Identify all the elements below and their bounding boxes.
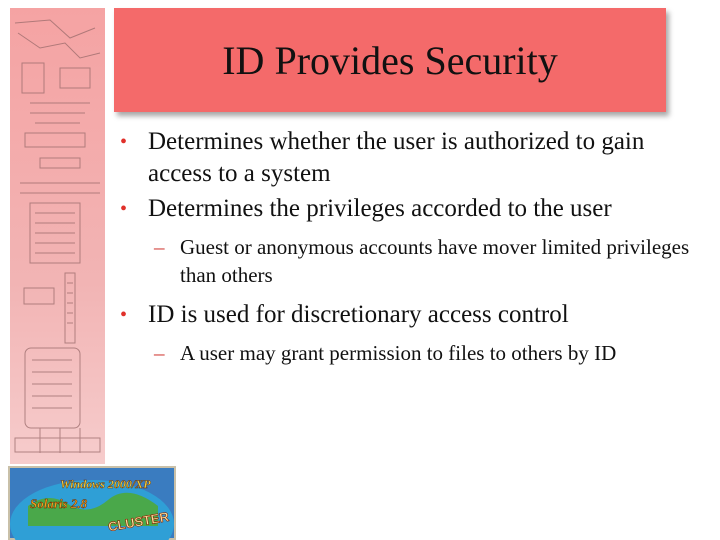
bullet-item bbox=[118, 299, 698, 331]
bullet-dot-icon: • bbox=[120, 131, 128, 153]
decorative-sidebar bbox=[10, 8, 105, 464]
bullet-dot-icon: • bbox=[120, 304, 128, 326]
bullet-text: Determines whether the user is authorized to gain access to a system bbox=[148, 128, 645, 187]
bullet-dash-icon: – bbox=[154, 235, 165, 259]
bullet-item bbox=[118, 193, 698, 225]
bullet-text: ID is used for discretionary access control bbox=[148, 301, 569, 328]
slide-title: ID Provides Security bbox=[222, 37, 558, 83]
bullet-item bbox=[118, 126, 698, 190]
sub-bullet-text: Guest or anonymous accounts have mover limited privileges than others bbox=[180, 235, 690, 287]
svg-text:Solaris 2.8: Solaris 2.8 bbox=[30, 496, 88, 511]
circuit-diagram-graphic bbox=[10, 8, 105, 464]
bullet-dash-icon: – bbox=[154, 341, 165, 365]
svg-text:CLUSTER: CLUSTER bbox=[106, 508, 170, 535]
sub-bullet-item bbox=[118, 233, 698, 289]
sub-bullet-text: A user may grant permission to files to others by ID bbox=[180, 341, 617, 365]
bullet-dot-icon: • bbox=[120, 198, 128, 220]
windows-solaris-cluster-logo bbox=[8, 466, 176, 540]
sub-bullet-item bbox=[118, 339, 698, 367]
title-banner bbox=[114, 8, 666, 112]
bullet-text: Determines the privileges accorded to the user bbox=[148, 195, 612, 222]
slide-content bbox=[118, 126, 698, 377]
svg-text:Windows 2000/XP: Windows 2000/XP bbox=[60, 477, 151, 491]
